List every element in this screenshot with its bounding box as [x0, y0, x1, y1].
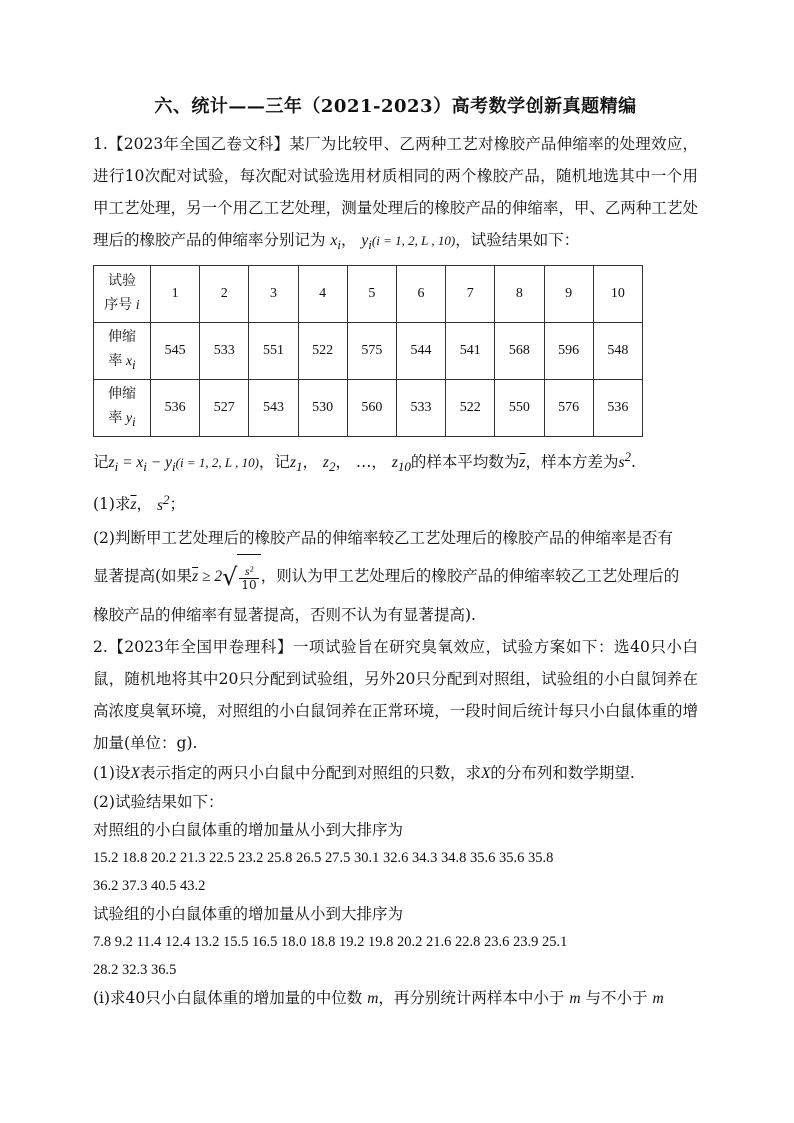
xi-symbol: $x_i$	[330, 232, 341, 253]
test-values-1: 7.8 9.2 11.4 12.4 13.2 15.5 16.5 18.0 18.8 19.2 19.8 20.2 21.6 22.8 23.6 23.9 25.1	[93, 934, 568, 950]
table-row: 伸缩 率 $x_i$ 545 533 551 522 575 544 541 568 596 548	[94, 323, 643, 380]
test-label: 试验组的小白鼠体重的增加量从小到大排序为	[93, 905, 404, 923]
q2-part2: (2)试验结果如下：	[93, 793, 224, 811]
control-values-2: 36.2 37.3 40.5 43.2	[93, 878, 206, 894]
table-row: 伸缩 率 $y_i$ 536 527 543 530 560 533 522 550 576 536	[94, 380, 643, 437]
yi-symbol: $y_i$	[361, 232, 372, 253]
test-values-2: 28.2 32.3 36.5	[93, 962, 177, 978]
page-title: 六、统计——三年（2021-2023）高考数学创新真题精编	[154, 96, 637, 117]
q1-data-table	[93, 265, 643, 437]
row-header-y: 伸缩 率 $y_i$	[94, 380, 151, 437]
q1-note: 记$z_i = x_i - y_i(i = 1$, 2, L , 10)，记$z_1$， $z_2$， …， $z_{10}$的样本平均数为$\overline{z}$，样本方差为$s^2$.	[93, 449, 636, 475]
q2-part1: (1)设X表示指定的两只小白鼠中分配到对照组的只数，求X的分布列和数学期望.	[93, 764, 635, 782]
control-values-1: 15.2 18.8 20.2 21.3 22.5 23.2 25.8 26.5 27.5 30.1 32.6 34.3 34.8 35.6 35.6 35.8	[93, 850, 554, 866]
q1-part2c: 橡胶产品的伸缩率有显著提高，否则不认为有显著提高).	[93, 606, 476, 624]
q1-part2a: (2)判断甲工艺处理后的橡胶产品的伸缩率较乙工艺处理后的橡胶产品的伸缩率是否有	[93, 528, 673, 547]
sqrt-symbol: √	[222, 562, 238, 591]
q1-part1: (1)求$\overline{z}$， $s^2$；	[93, 491, 186, 514]
q1-part2b: 显著提高(如果$\overline{z} \ge 2√$ $\frac{\text{s²}}{10}$ ，则认为甲工艺处理后的橡胶产品的伸缩率较乙工艺处理后的	[93, 554, 698, 600]
control-label: 对照组的小白鼠体重的增加量从小到大排序为	[93, 821, 404, 839]
document-page	[93, 92, 698, 1013]
q1-intro: 1.【2023年全国乙卷文科】某厂为比较甲、乙两种工艺对橡胶产品伸缩率的处理效应，进行10次配对试验，每次配对试验选用材质相同的两个橡胶产品，随机地选其中一个用甲工艺处理，另一个用乙工艺处理，测量处理后的橡胶产品的伸缩率，甲、乙两种工艺处理后的橡胶产品的伸缩率分别记为 $x_i$， $y_i(i = 1$, 2, L , 10)，试验结果如下：	[93, 135, 698, 253]
row-header-x: 伸缩 率 $x_i$	[94, 323, 151, 380]
table-row: 试验 序号 i 1 2 3 4 5 6 7 8 9 10	[94, 266, 643, 323]
q2-intro: 2.【2023年全国甲卷理科】一项试验旨在研究臭氧效应，试验方案如下：选40只小白鼠，随机地将其中20只分配到试验组，另外20只分配到对照组，试验组的小白鼠饲养在高浓度臭氧环境，对照组的小白鼠饲养在正常环境，一段时间后统计每只小白鼠体重的增加量(单位：g).	[93, 638, 698, 752]
q2-sub-i: (i)求40只小白鼠体重的增加量的中位数 m，再分别统计两样本中小于 m 与不小于 m	[93, 989, 664, 1007]
row-header-index: 试验 序号 i	[94, 266, 151, 323]
